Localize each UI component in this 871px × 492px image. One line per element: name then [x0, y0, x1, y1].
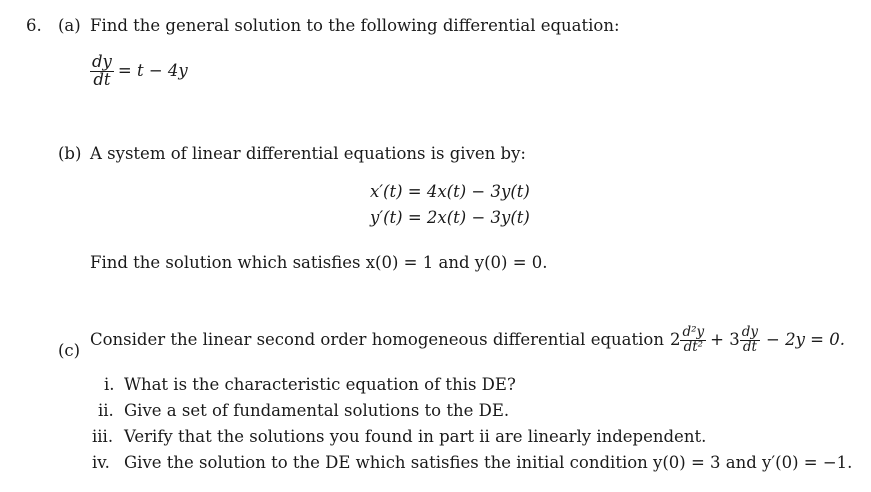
item-i-text: What is the characteristic equation of this DE? [124, 375, 516, 394]
part-b-label: (b) [58, 144, 82, 163]
item-iii-number: iii. [92, 427, 114, 446]
part-c-equation-line [90, 326, 845, 354]
part-c-label: (c) [58, 341, 81, 360]
item-ii-text: Give a set of fundamental solutions to the DE. [124, 401, 510, 420]
fraction-numerator: dy [92, 52, 112, 71]
part-c-prompt: Consider the linear second order homogeneous differential equation [90, 329, 664, 349]
part-a-equation [90, 54, 188, 88]
question-number: 6. [26, 16, 42, 35]
part-a-prompt: Find the general solution to the following differential equation: [90, 16, 620, 35]
equation-tail: − 2y = 0. [766, 329, 845, 349]
coefficient-2: 2 [669, 329, 681, 349]
fraction-numerator: dy [741, 324, 759, 340]
plus-3: + 3 [710, 329, 740, 349]
item-iv-number: iv. [92, 453, 110, 472]
first-derivative-fraction [740, 326, 760, 354]
item-iv-text: Give the solution to the DE which satisfies the initial condition y(0) = 3 and y′(0) = −1. [124, 453, 853, 472]
fraction-denominator: dt [740, 340, 760, 355]
item-iii-text: Verify that the solutions you found in part ii are linearly independent. [124, 427, 707, 446]
second-derivative-fraction [680, 326, 706, 354]
dy-dt-fraction [90, 54, 114, 88]
fraction-denominator: dt [90, 71, 114, 89]
system-equation-1: x′(t) = 4x(t) − 3y(t) [370, 182, 530, 201]
item-ii-number: ii. [98, 401, 114, 420]
fraction-numerator: d²y [682, 324, 705, 340]
system-equation-2: y′(t) = 2x(t) − 3y(t) [370, 208, 530, 227]
equation-rhs: = t − 4y [117, 60, 188, 80]
part-b-prompt: A system of linear differential equations is given by: [90, 144, 526, 163]
part-a-label: (a) [58, 16, 81, 35]
item-i-number: i. [104, 375, 115, 394]
part-b-find: Find the solution which satisfies x(0) = 1 and y(0) = 0. [90, 253, 548, 272]
fraction-denominator: dt² [680, 340, 706, 355]
